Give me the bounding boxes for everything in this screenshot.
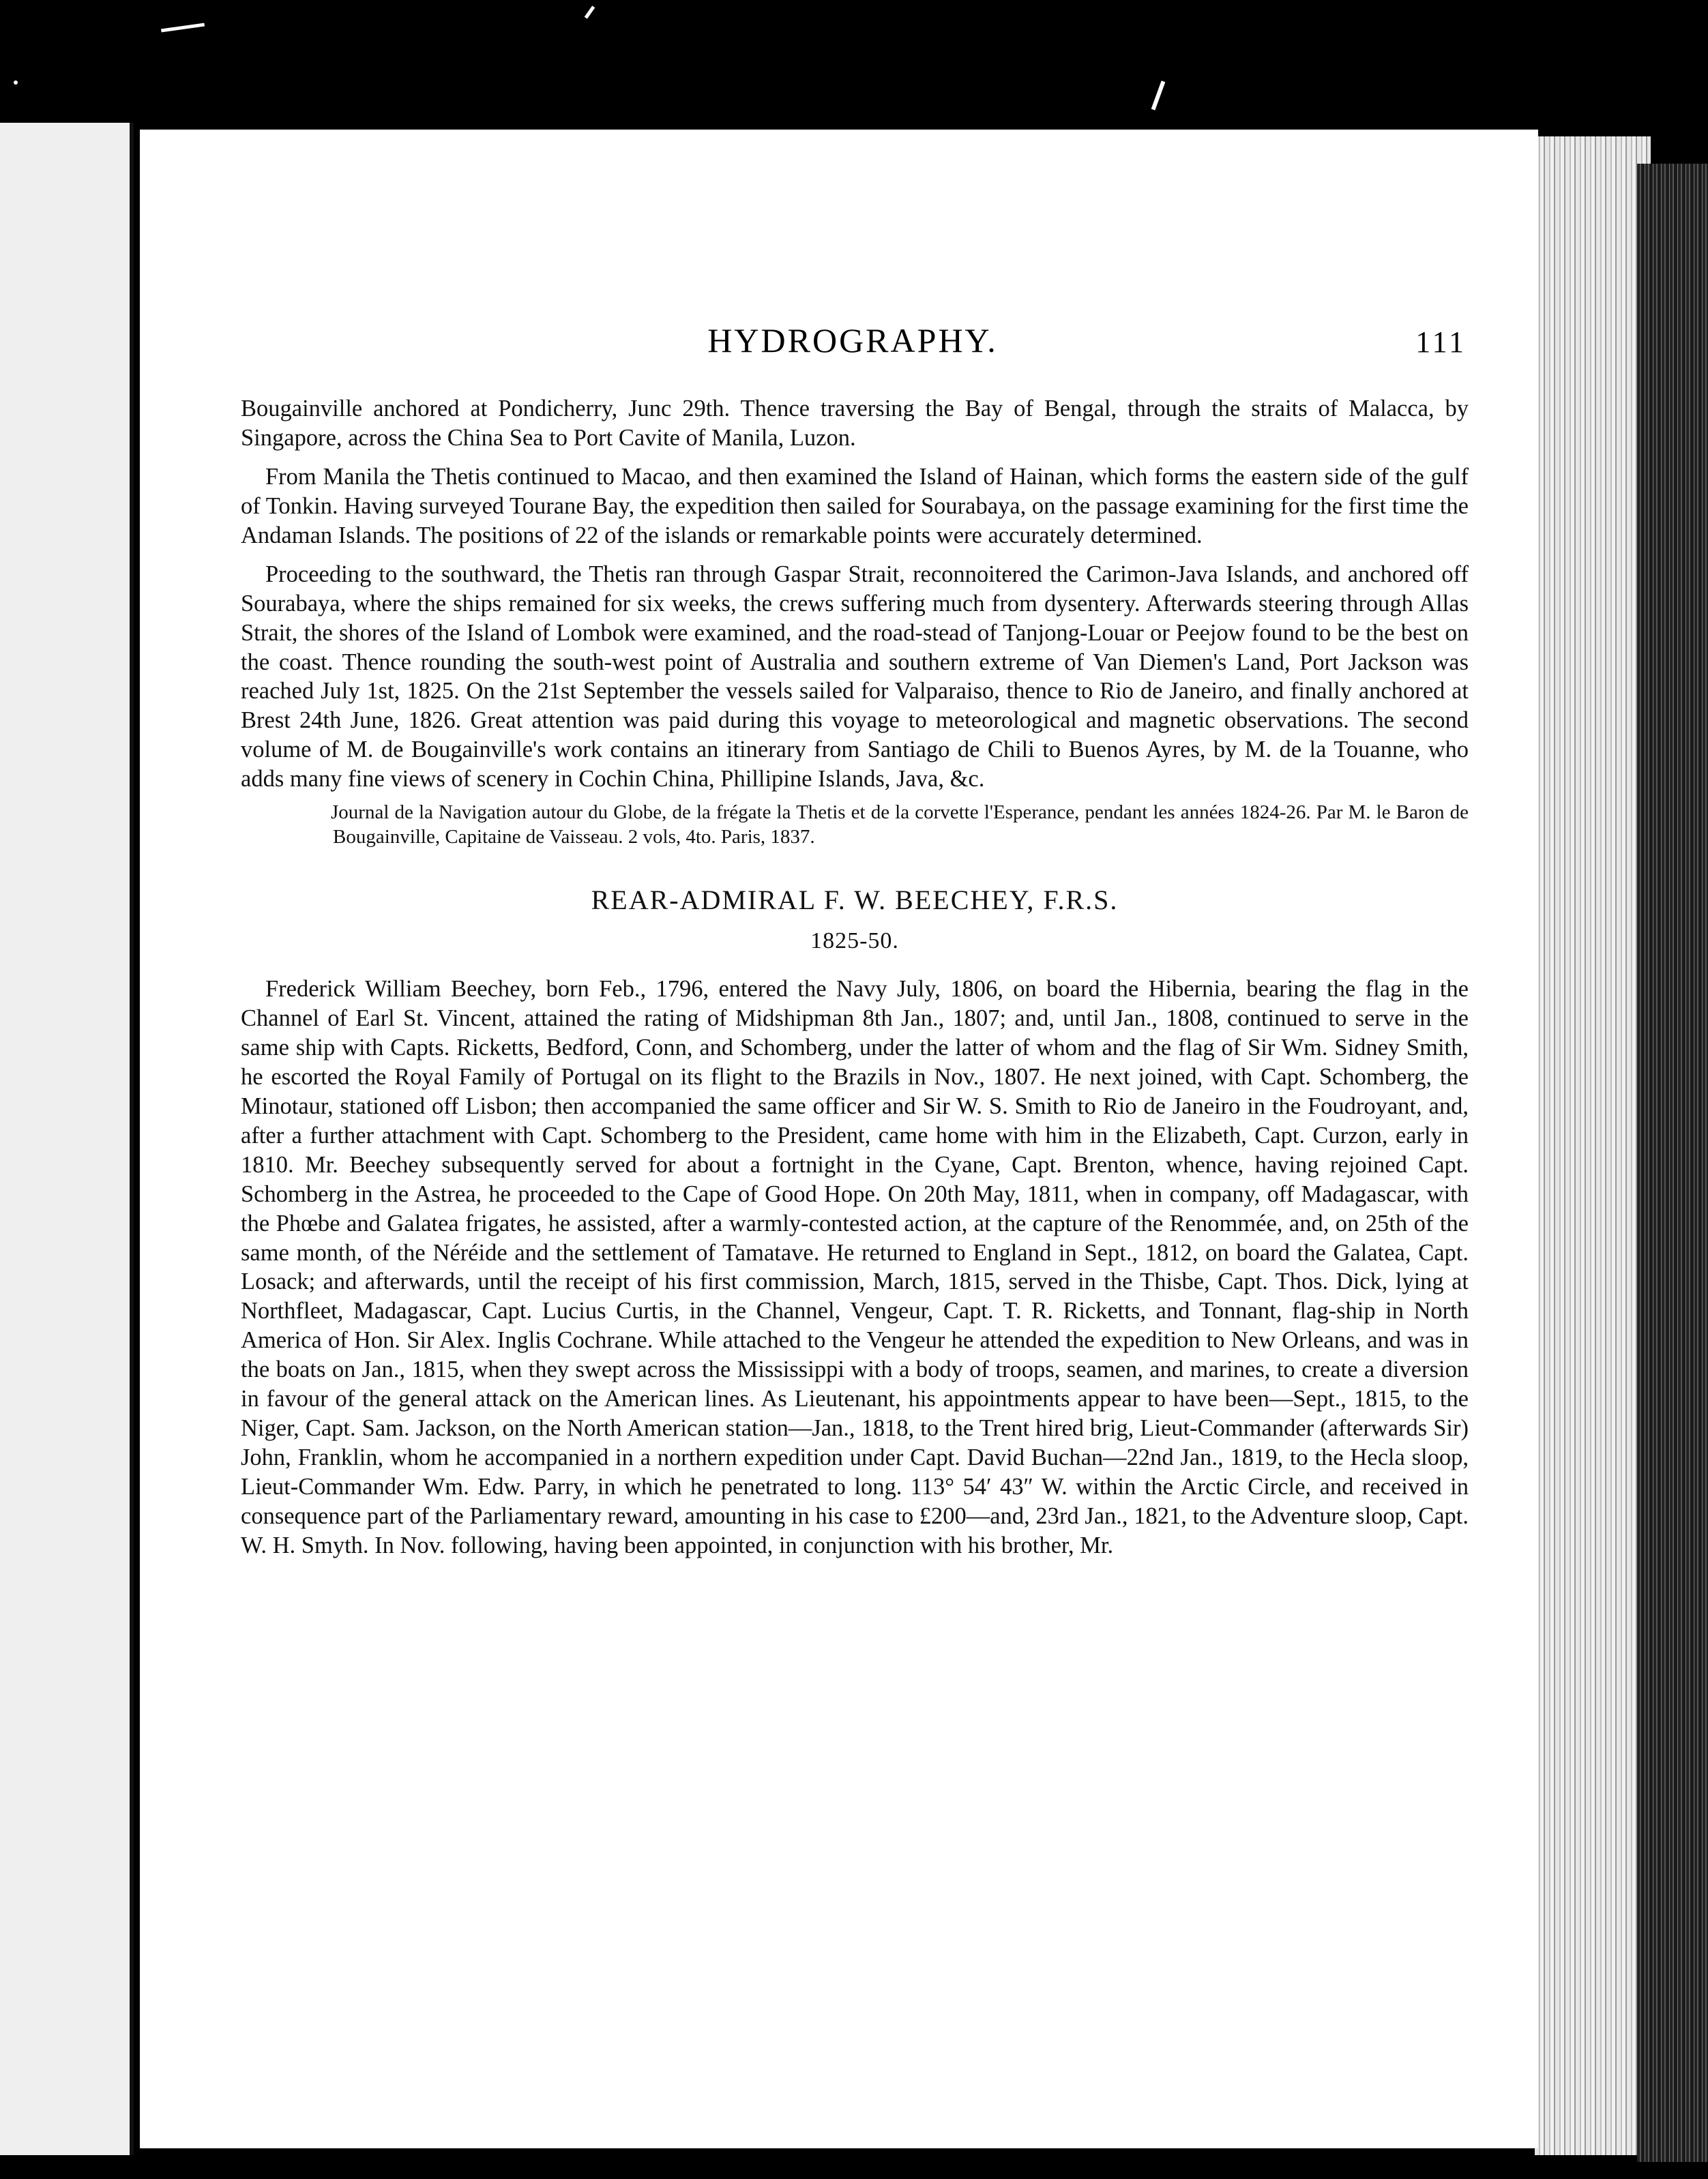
dust-speck <box>14 80 18 85</box>
dust-speck <box>161 23 205 33</box>
page-header <box>239 321 1467 375</box>
section-heading: REAR-ADMIRAL F. W. BEECHEY, F.R.S. <box>591 884 1119 915</box>
bibliographic-citation: Journal de la Navigation autour du Globe, de la frégate la Thetis et de la corvette l'Esperance, pendant les années 1824-26. Par M. le Baron de Bougainville, Capitaine de Vaisseau. 2 vols, 4to. Paris, 1837. <box>331 801 1469 848</box>
paragraph-beechey: Frederick William Beechey, born Feb., 1796, entered the Navy July, 1806, on board the Hibernia, bearing the flag in the Channel of Earl St. Vincent, attained the rating of Midshipman 8th Jan., 1807; and, until Jan., 1808, continued to serve in the same ship with Capts. Ricketts, Bedford, Conn, and Schomberg, under the latter of whom and the flag of Sir Wm. Sidney Smith, he escorted the Royal Family of Portugal on its flight to the Brazils in Nov., 1807. He next joined, with Capt. Schomberg, the Minotaur, stationed off Lisbon; then accompanied the same officer and Sir W. S. Smith to Rio de Janeiro in the Foudroyant, and, after a further attachment with Capt. Schomberg to the President, came home with him in the Elizabeth, Capt. Curzon, early in 1810. Mr. Beechey subsequently served for about a fortnight in the Cyane, Capt. Brenton, whence, having rejoined Capt. Schomberg in the Astrea, he proceeded to the Cape of Good Hope. On 20th May, 1811, when in company, off Madagascar, with the Phœbe and Galatea frigates, he assisted, after a warmly-contested action, at the capture of the Renommée, and, on 25th of the same month, of the Néréide and the settlement of Tamatave. He returned to England in Sept., 1812, on board the Galatea, Capt. Losack; and afterwards, until the receipt of his first commission, March, 1815, served in the Thisbe, Capt. Thos. Dick, lying at Northfleet, Madagascar, Capt. Lucius Curtis, in the Channel, Vengeur, Capt. T. R. Ricketts, and Tonnant, flag-ship in North America of Hon. Sir Alex. Inglis Cochrane. While attached to the Vengeur he attended the expedition to New Orleans, and was in the boats on Jan., 1815, when they swept across the Mississippi with a body of troops, seamen, and marines, to create a diversion in favour of the general attack on the American lines. As Lieutenant, his appointments appear to have been—Sept., 1815, to the Niger, Capt. Sam. Jackson, on the North American station—Jan., 1818, to the Trent hired brig, Lieut-Commander (afterwards Sir) John, Franklin, whom he accompanied in a northern expedition under Capt. David Buchan—22nd Jan., 1819, to the Hecla sloop, Lieut-Commander Wm. Edw. Parry, in which he penetrated to long. 113° 54′ 43″ W. within the Arctic Circle, and received in consequence part of the Parliamentary reward, amounting in his case to £200—and, 23rd Jan., 1821, to the Adventure sloop, Capt. W. H. Smyth. In Nov. following, having been appointed, in conjunction with his brother, Mr. <box>241 976 1469 1558</box>
book-spine <box>1637 164 1708 2162</box>
page-block-edges <box>1535 136 1651 2155</box>
dust-speck <box>1151 80 1166 110</box>
book-page <box>140 130 1538 2148</box>
page-number: 111 <box>1415 325 1467 359</box>
paragraph-manila: From Manila the Thetis continued to Macao, and then examined the Island of Hainan, which forms the eastern side of the gulf of Tonkin. Having surveyed Tourane Bay, the expedition then sailed for Sourabaya, on the passage examining for the first time the Andaman Islands. The positions of 22 of the islands or remarkable points were accurately determined. <box>241 463 1469 548</box>
facing-page-edge <box>0 123 134 2155</box>
paragraph-continuation: Bougainville anchored at Pondicherry, Junc 29th. Thence traversing the Bay of Bengal, through the straits of Malacca, by Singapore, across the China Sea to Port Cavite of Manila, Luzon. <box>241 396 1469 451</box>
dust-speck <box>585 5 595 18</box>
paragraph-southward: Proceeding to the southward, the Thetis ran through Gaspar Strait, reconnoitered the Carimon-Java Islands, and anchored off Sourabaya, where the ships remained for six weeks, the crews suffering much from dysentery. Afterwards steering through Allas Strait, the shores of the Island of Lombok were examined, and the road-stead of Tanjong-Louar or Peejow found to be the best on the coast. Thence rounding the south-west point of Australia and southern extreme of Van Diemen's Land, Port Jackson was reached July 1st, 1825. On the 21st September the vessels sailed for Valparaiso, thence to Rio de Janeiro, and finally anchored at Brest 24th June, 1826. Great attention was paid during this voyage to meteorological and magnetic observations. The second volume of M. de Bougainville's work contains an itinerary from Santiago de Chili to Buenos Ayres, by M. de la Touanne, who adds many fine views of scenery in Cochin China, Phillipine Islands, Java, &c. <box>241 561 1469 792</box>
running-title: HYDROGRAPHY. <box>707 321 998 359</box>
page-body <box>241 394 1469 1560</box>
section-years: 1825-50. <box>810 928 899 953</box>
